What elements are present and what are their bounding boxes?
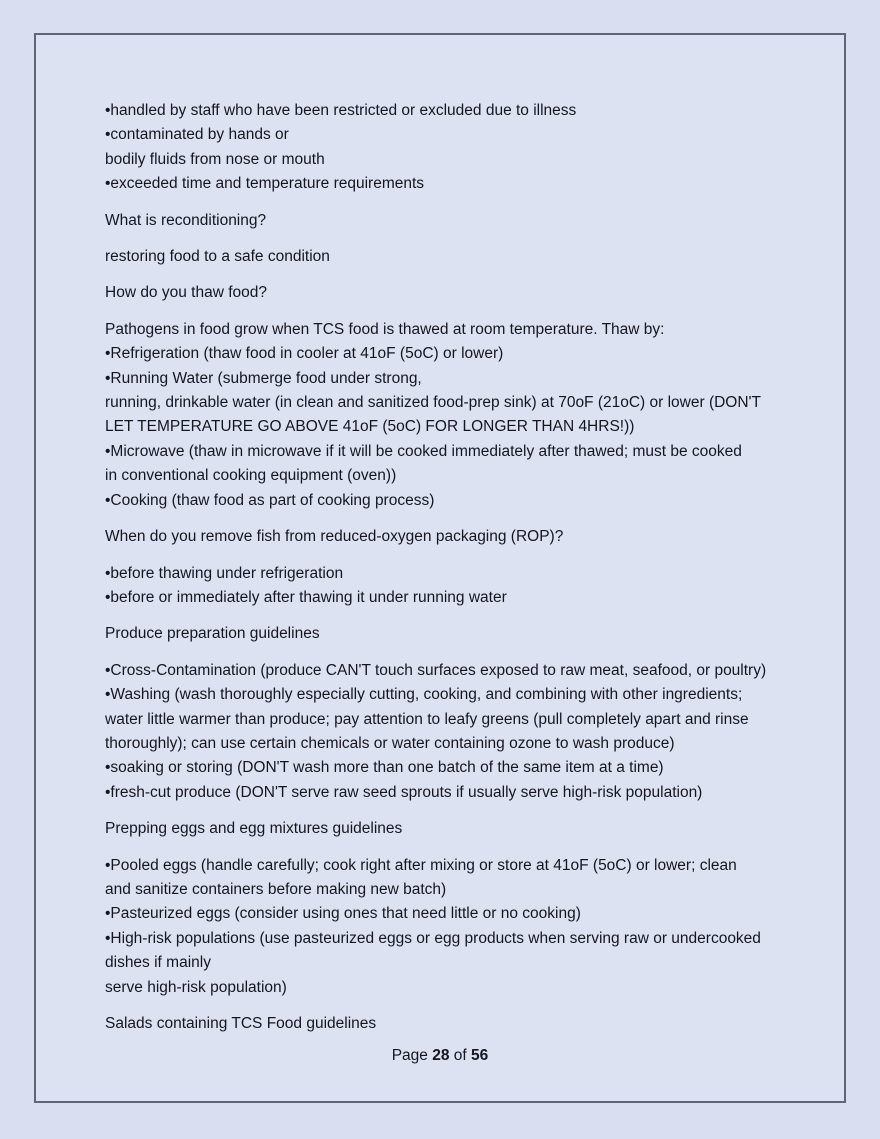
text-line: •before or immediately after thawing it under running water xyxy=(105,588,507,606)
paragraph xyxy=(105,562,816,611)
text-line: •before thawing under refrigeration xyxy=(105,564,344,582)
text-line: serve high-risk population) xyxy=(105,978,287,996)
text-line: •handled by staff who have been restricted or excluded due to illness xyxy=(105,102,577,119)
text-line: and sanitize containers before making new batch) xyxy=(105,880,447,898)
paragraph xyxy=(105,854,816,1000)
paragraph xyxy=(105,1012,816,1036)
text-line: Produce preparation guidelines xyxy=(105,625,320,643)
text-line: •High-risk populations (use pasteurized eggs or egg products when serving raw or undercooked xyxy=(105,929,761,947)
paragraph xyxy=(105,99,816,197)
text-line: Salads containing TCS Food guidelines xyxy=(105,1015,377,1032)
footer-of-label: of xyxy=(449,1047,472,1064)
page-footer xyxy=(36,1044,844,1068)
text-line: •Cross-Contamination (produce CAN'T touch surfaces exposed to raw meat, seafood, or poultry) xyxy=(105,661,767,679)
paragraph xyxy=(105,622,816,646)
text-line: dishes if mainly xyxy=(105,954,211,972)
paragraph xyxy=(105,659,816,805)
text-line: •Running Water (submerge food under strong, xyxy=(105,369,422,387)
paragraph xyxy=(105,817,816,841)
text-line: •Cooking (thaw food as part of cooking process) xyxy=(105,491,435,509)
footer-page-label: Page xyxy=(391,1047,433,1064)
paragraph xyxy=(105,318,816,513)
paragraph xyxy=(105,209,816,233)
text-line: •contaminated by hands or xyxy=(105,126,289,144)
text-line: When do you remove fish from reduced-oxygen packaging (ROP)? xyxy=(105,528,564,546)
text-line: How do you thaw food? xyxy=(105,284,267,302)
text-line: •Washing (wash thoroughly especially cutting, cooking, and combining with other ingredients; xyxy=(105,686,743,704)
text-line: in conventional cooking equipment (oven)) xyxy=(105,467,397,485)
text-line: Prepping eggs and egg mixtures guidelines xyxy=(105,820,403,838)
text-line: restoring food to a safe condition xyxy=(105,248,330,266)
text-line: bodily fluids from nose or mouth xyxy=(105,150,325,168)
footer-current-page: 28 xyxy=(432,1047,450,1064)
text-line: •fresh-cut produce (DON'T serve raw seed sprouts if usually serve high-risk population) xyxy=(105,783,703,801)
text-line: •Pooled eggs (handle carefully; cook right after mixing or store at 41oF (5oC) or lower; clean xyxy=(105,856,737,874)
paragraph xyxy=(105,525,816,549)
paragraph xyxy=(105,245,816,269)
text-line: water little warmer than produce; pay attention to leafy greens (pull completely apart and rinse xyxy=(105,710,749,728)
text-line: thoroughly); can use certain chemicals or water containing ozone to wash produce) xyxy=(105,734,675,752)
paragraph xyxy=(105,281,816,305)
text-line: running, drinkable water (in clean and sanitized food-prep sink) at 70oF (21oC) or lower (DON'T xyxy=(105,394,761,412)
text-line: •Pasteurized eggs (consider using ones that need little or no cooking) xyxy=(105,905,581,923)
document-body xyxy=(36,35,844,1036)
text-line: Pathogens in food grow when TCS food is thawed at room temperature. Thaw by: xyxy=(105,320,665,338)
text-line: LET TEMPERATURE GO ABOVE 41oF (5oC) FOR LONGER THAN 4HRS!)) xyxy=(105,418,635,436)
text-line: •Microwave (thaw in microwave if it will be cooked immediately after thawed; must be cooked xyxy=(105,442,742,460)
document-sheet xyxy=(34,33,846,1103)
text-line: •soaking or storing (DON'T wash more than one batch of the same item at a time) xyxy=(105,759,664,777)
text-line: •Refrigeration (thaw food in cooler at 41oF (5oC) or lower) xyxy=(105,345,504,363)
text-line: •exceeded time and temperature requirements xyxy=(105,175,425,193)
text-line: What is reconditioning? xyxy=(105,211,267,229)
footer-total-pages: 56 xyxy=(471,1047,489,1064)
